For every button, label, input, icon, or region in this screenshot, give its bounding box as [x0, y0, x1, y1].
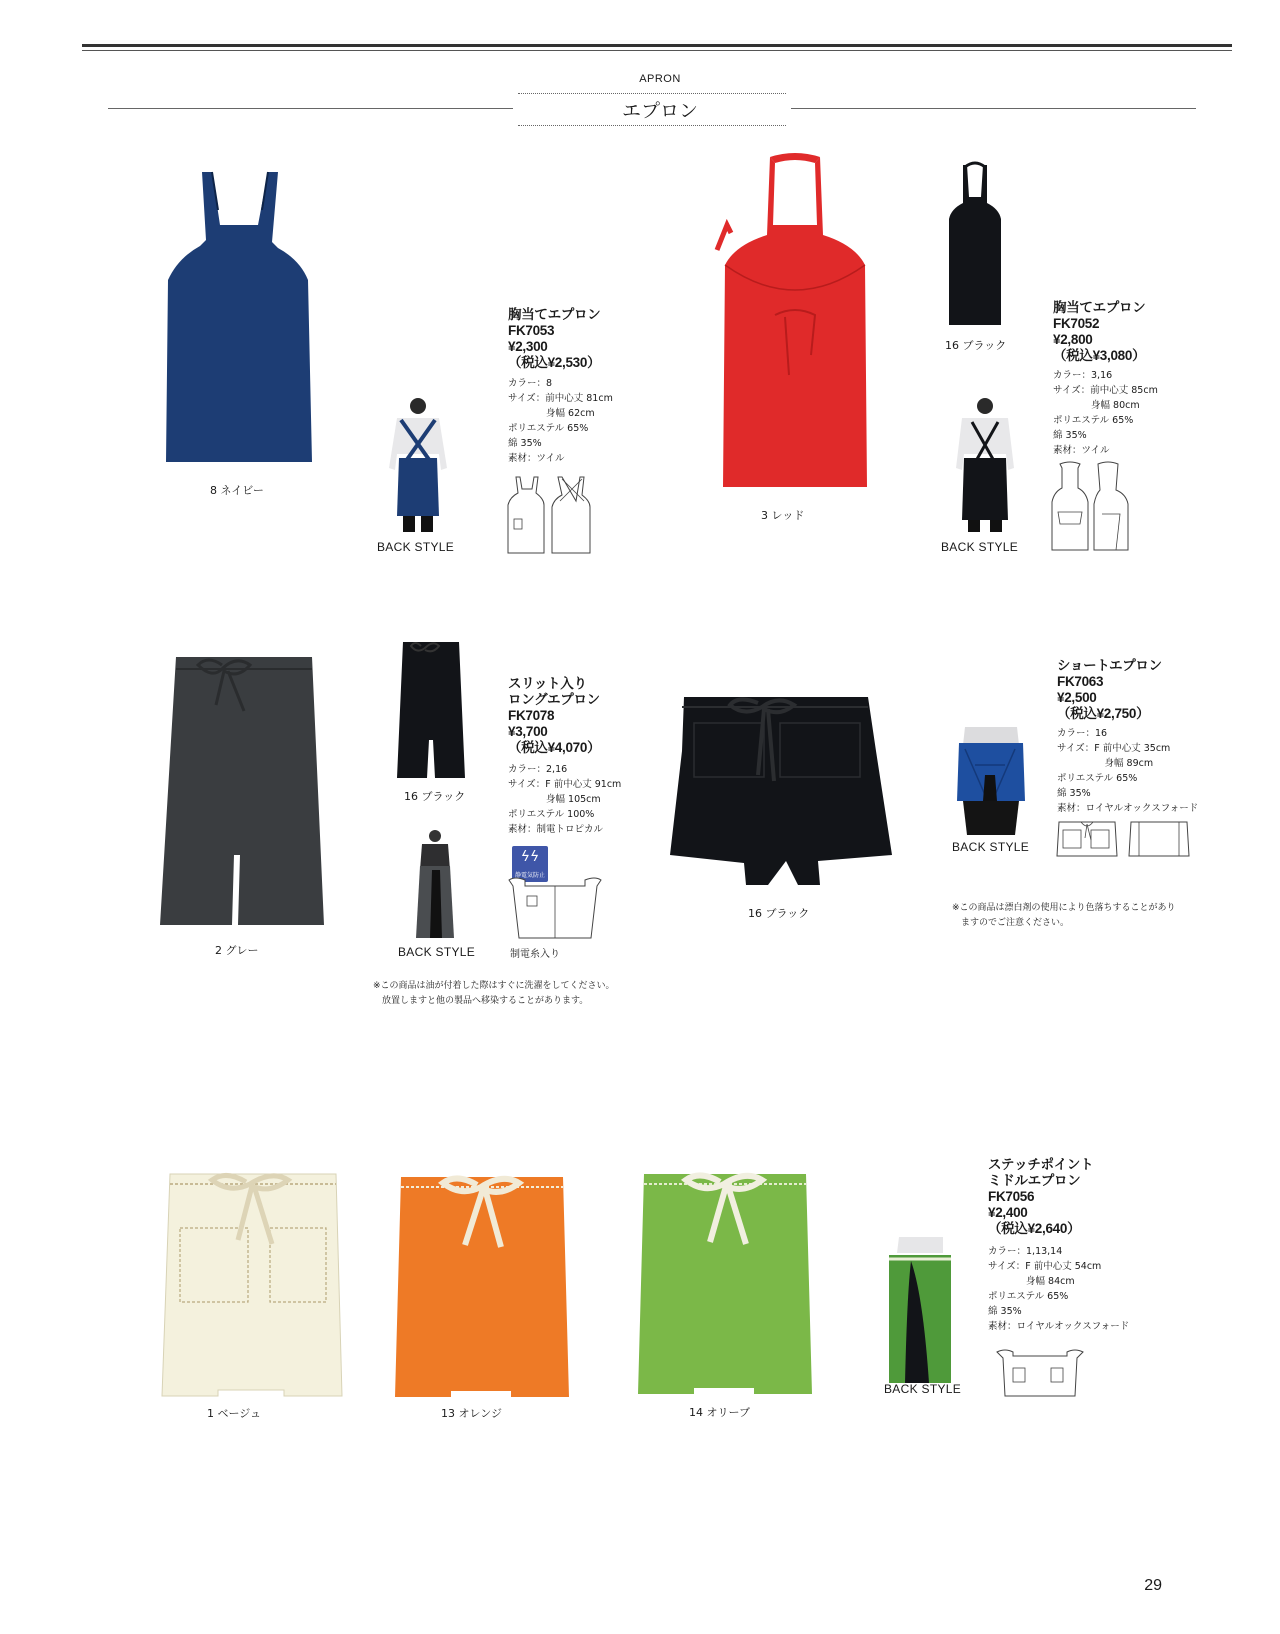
- technical-drawing-icon: [995, 1348, 1085, 1398]
- top-rule-thin: [82, 50, 1232, 51]
- product-spec: カラー：16 サイズ：F 前中心丈 35cm 身幅 89cm ポリエステル 65% 綿 35% 素材：ロイヤルオックスフォード: [1057, 728, 1199, 814]
- badge-label: 静電気防止: [514, 872, 545, 879]
- color-caption: 13 オレンジ: [441, 1407, 502, 1420]
- title-dotted-rule: [518, 93, 786, 94]
- product-name-price: ショートエプロン FK7063 ¥2,500 （税込¥2,750）: [1057, 658, 1162, 721]
- back-style-label: BACK STYLE: [398, 945, 476, 959]
- black-apron-small-image: [945, 163, 1005, 328]
- color-caption: 3 レッド: [761, 509, 805, 522]
- product-name-price: スリット入り ロングエプロン FK7078 ¥3,700 （税込¥4,070）: [508, 676, 601, 755]
- color-caption: 14 オリーブ: [689, 1406, 750, 1419]
- color-caption: 1 ベージュ: [207, 1407, 262, 1420]
- lightning-icon: ϟϟ: [520, 849, 540, 865]
- color-caption: 2 グレー: [215, 944, 259, 957]
- orange-middle-apron-image: [393, 1175, 571, 1400]
- beige-middle-apron-image: [160, 1172, 345, 1402]
- product-spec: カラー：3,16 サイズ：前中心丈 85cm 身幅 80cm ポリエステル 65% 綿 35% 素材：ツイル: [1053, 370, 1158, 456]
- technical-drawing-icon: [1057, 818, 1192, 858]
- color-caption: 16 ブラック: [945, 339, 1007, 352]
- red-apron-image: [715, 155, 875, 495]
- olive-middle-apron-image: [636, 1172, 814, 1398]
- model-back-gray-image: [410, 830, 460, 940]
- title-dotted-rule: [518, 125, 786, 126]
- model-back-short-image: [955, 725, 1027, 837]
- product-name-price: 胸当てエプロン FK7052 ¥2,800 （税込¥3,080）: [1053, 300, 1146, 363]
- model-back-green-image: [885, 1235, 955, 1385]
- model-back-navy-image: [383, 398, 453, 533]
- back-style-label: BACK STYLE: [884, 1382, 962, 1396]
- color-caption: 16 ブラック: [748, 907, 810, 920]
- gray-long-apron-image: [158, 655, 328, 930]
- section-title-jp: エプロン: [621, 100, 698, 122]
- technical-drawing-icon: [1050, 462, 1130, 552]
- title-side-rule: [791, 108, 1196, 109]
- product-name-price: 胸当てエプロン FK7053 ¥2,300 （税込¥2,530）: [508, 307, 601, 370]
- thread-note: 制電糸入り: [510, 949, 560, 960]
- technical-drawing-icon: [505, 876, 605, 941]
- back-style-label: BACK STYLE: [941, 540, 1019, 554]
- care-note: ※この商品は漂白剤の使用により色落ちすることがあり ますのでご注意ください。: [952, 903, 1176, 928]
- back-style-label: BACK STYLE: [377, 540, 455, 554]
- technical-drawing-icon: [506, 475, 591, 555]
- product-name-price: ステッチポイント ミドルエプロン FK7056 ¥2,400 （税込¥2,640）: [988, 1157, 1094, 1236]
- page-number: 29: [1144, 1577, 1162, 1594]
- navy-apron-image: [160, 170, 320, 470]
- top-rule: [82, 44, 1232, 47]
- model-back-black-image: [950, 398, 1020, 533]
- black-short-apron-image: [668, 695, 893, 885]
- product-spec: カラー：1,13,14 サイズ：F 前中心丈 54cm 身幅 84cm ポリエステル 65% 綿 35% 素材：ロイヤルオックスフォード: [988, 1246, 1130, 1332]
- black-long-apron-small-image: [395, 640, 467, 780]
- back-style-label: BACK STYLE: [952, 840, 1030, 854]
- care-note: ※この商品は油が付着した際はすぐに洗濯をしてください。 放置しますと他の製品へ移染することがあります。: [373, 981, 615, 1006]
- title-side-rule: [108, 108, 513, 109]
- color-caption: 8 ネイビー: [210, 484, 264, 497]
- product-spec: カラー：2,16 サイズ：F 前中心丈 91cm 身幅 105cm ポリエステル 100% 素材：制電トロピカル: [508, 764, 622, 835]
- section-title-en: APRON: [639, 73, 681, 85]
- product-spec: カラー：8 サイズ：前中心丈 81cm 身幅 62cm ポリエステル 65% 綿 35% 素材：ツイル: [508, 378, 613, 464]
- color-caption: 16 ブラック: [404, 790, 466, 803]
